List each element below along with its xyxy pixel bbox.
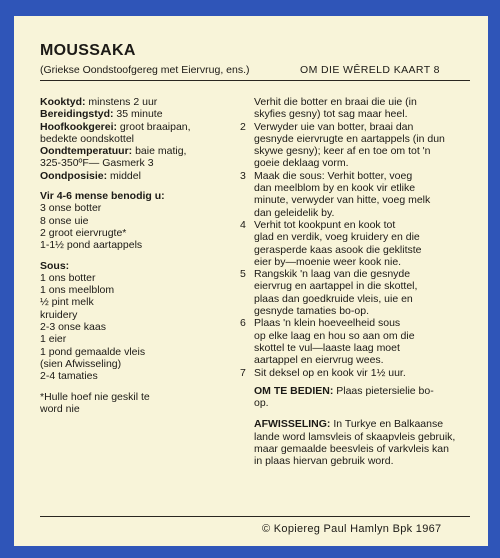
method-step-3: 3 Maak die sous: Verhit botter, voeg dan meelblom by en kook vir etlike minute, verwyder van hitte, voeg melk dan geleidelik by. (240, 169, 431, 219)
sauce-item: 2-3 onse kaas (40, 321, 106, 334)
series-label: OM DIE WÊRELD KAART 8 (300, 64, 440, 76)
top-divider (40, 80, 470, 81)
info-gerei-cont: bedekte oondskottel (40, 132, 134, 145)
sauce-item: 1 ons botter (40, 271, 96, 284)
recipe-subtitle: (Griekse Oondstoofgereg met Eiervrug, ens.) (40, 64, 250, 76)
footnote-cont: word nie (40, 402, 80, 415)
recipe-title: MOUSSAKA (40, 42, 136, 59)
left-column (40, 96, 218, 415)
recipe-card (14, 16, 488, 546)
variation-section: AFWISSELING: In Turkye en Balkaanse lande word lamsvleis of skaapvleis gebruik, maar gemaalde beesvleis of varkvleis kan in plaas hiervan gebruik word. (254, 418, 456, 468)
method-step-6: 6 Plaas 'n klein hoeveelheid sous op elke laag en hou so aan om die skottel te vul—laaste laag moet aartappel en eiervrug wees. (240, 317, 415, 367)
method-step-4: 4 Verhit tot kookpunt en kook tot glad en verdik, voeg kruidery en die gerasperde kaas asook die geklitste eier by—moenie weer kook nie. (240, 218, 422, 268)
sauce-item: 1 ons meelblom (40, 284, 115, 297)
ingredients-heading: Vir 4-6 mense benodig u: (40, 190, 165, 203)
sauce-item: 1 eier (40, 333, 67, 346)
copyright-notice: © Kopiereg Paul Hamlyn Bpk 1967 (262, 523, 442, 535)
info-temp: Oondtemperatuur: baie matig, (40, 145, 187, 158)
sauce-item: 1 pond gemaalde vleis (40, 345, 146, 358)
sauce-item: kruidery (40, 308, 78, 321)
sauce-heading: Sous: (40, 259, 70, 272)
method-step-5: 5 Rangskik 'n laag van die gesnyde eiervrug en aartappel in die skottel, plaas dan goedkruide vleis, uie en gesnyde tamaties bo-op. (240, 268, 418, 318)
ingredient-item: 3 onse botter (40, 202, 102, 215)
ingredient-item: 2 groot eiervrugte* (40, 226, 127, 239)
sauce-item: 2-4 tamaties (40, 370, 98, 383)
info-temp-cont: 325-350ºF— Gasmerk 3 (40, 157, 154, 170)
ingredient-item: 8 onse uie (40, 214, 89, 227)
method-step-2: 2 Verwyder uie van botter, braai dan gesnyde eiervrugte en aartappels (in dun skywe gesny); keer af en toe om tot 'n goeie deklaag vorm. (240, 120, 445, 170)
bottom-divider (40, 516, 470, 517)
info-kooktyd: Kooktyd: minstens 2 uur (40, 96, 158, 108)
footnote: *Hulle hoef nie geskil te (40, 390, 150, 403)
info-posisie: Oondposisie: middel (40, 169, 141, 182)
serve-label: OM TE BEDIEN: (254, 384, 334, 397)
info-gerei: Hoofkookgerei: groot braaipan, (40, 120, 191, 133)
variation-label: AFWISSELING: (254, 418, 331, 431)
sauce-item: ½ pint melk (40, 296, 94, 309)
method-step-1: Verhit die botter en braai die uie (in skyfies gesny) tot sag maar heel. (254, 96, 417, 121)
serve-section: OM TE BEDIEN: Plaas pietersielie bo- op. (254, 384, 434, 410)
info-bereiding: Bereidingstyd: 35 minute (40, 108, 163, 121)
method-column (240, 96, 478, 468)
sauce-item: (sien Afwisseling) (40, 357, 122, 370)
ingredient-item: 1-1½ pond aartappels (40, 239, 143, 252)
method-step-7: 7 Sit deksel op en kook vir 1½ uur. (240, 366, 406, 379)
